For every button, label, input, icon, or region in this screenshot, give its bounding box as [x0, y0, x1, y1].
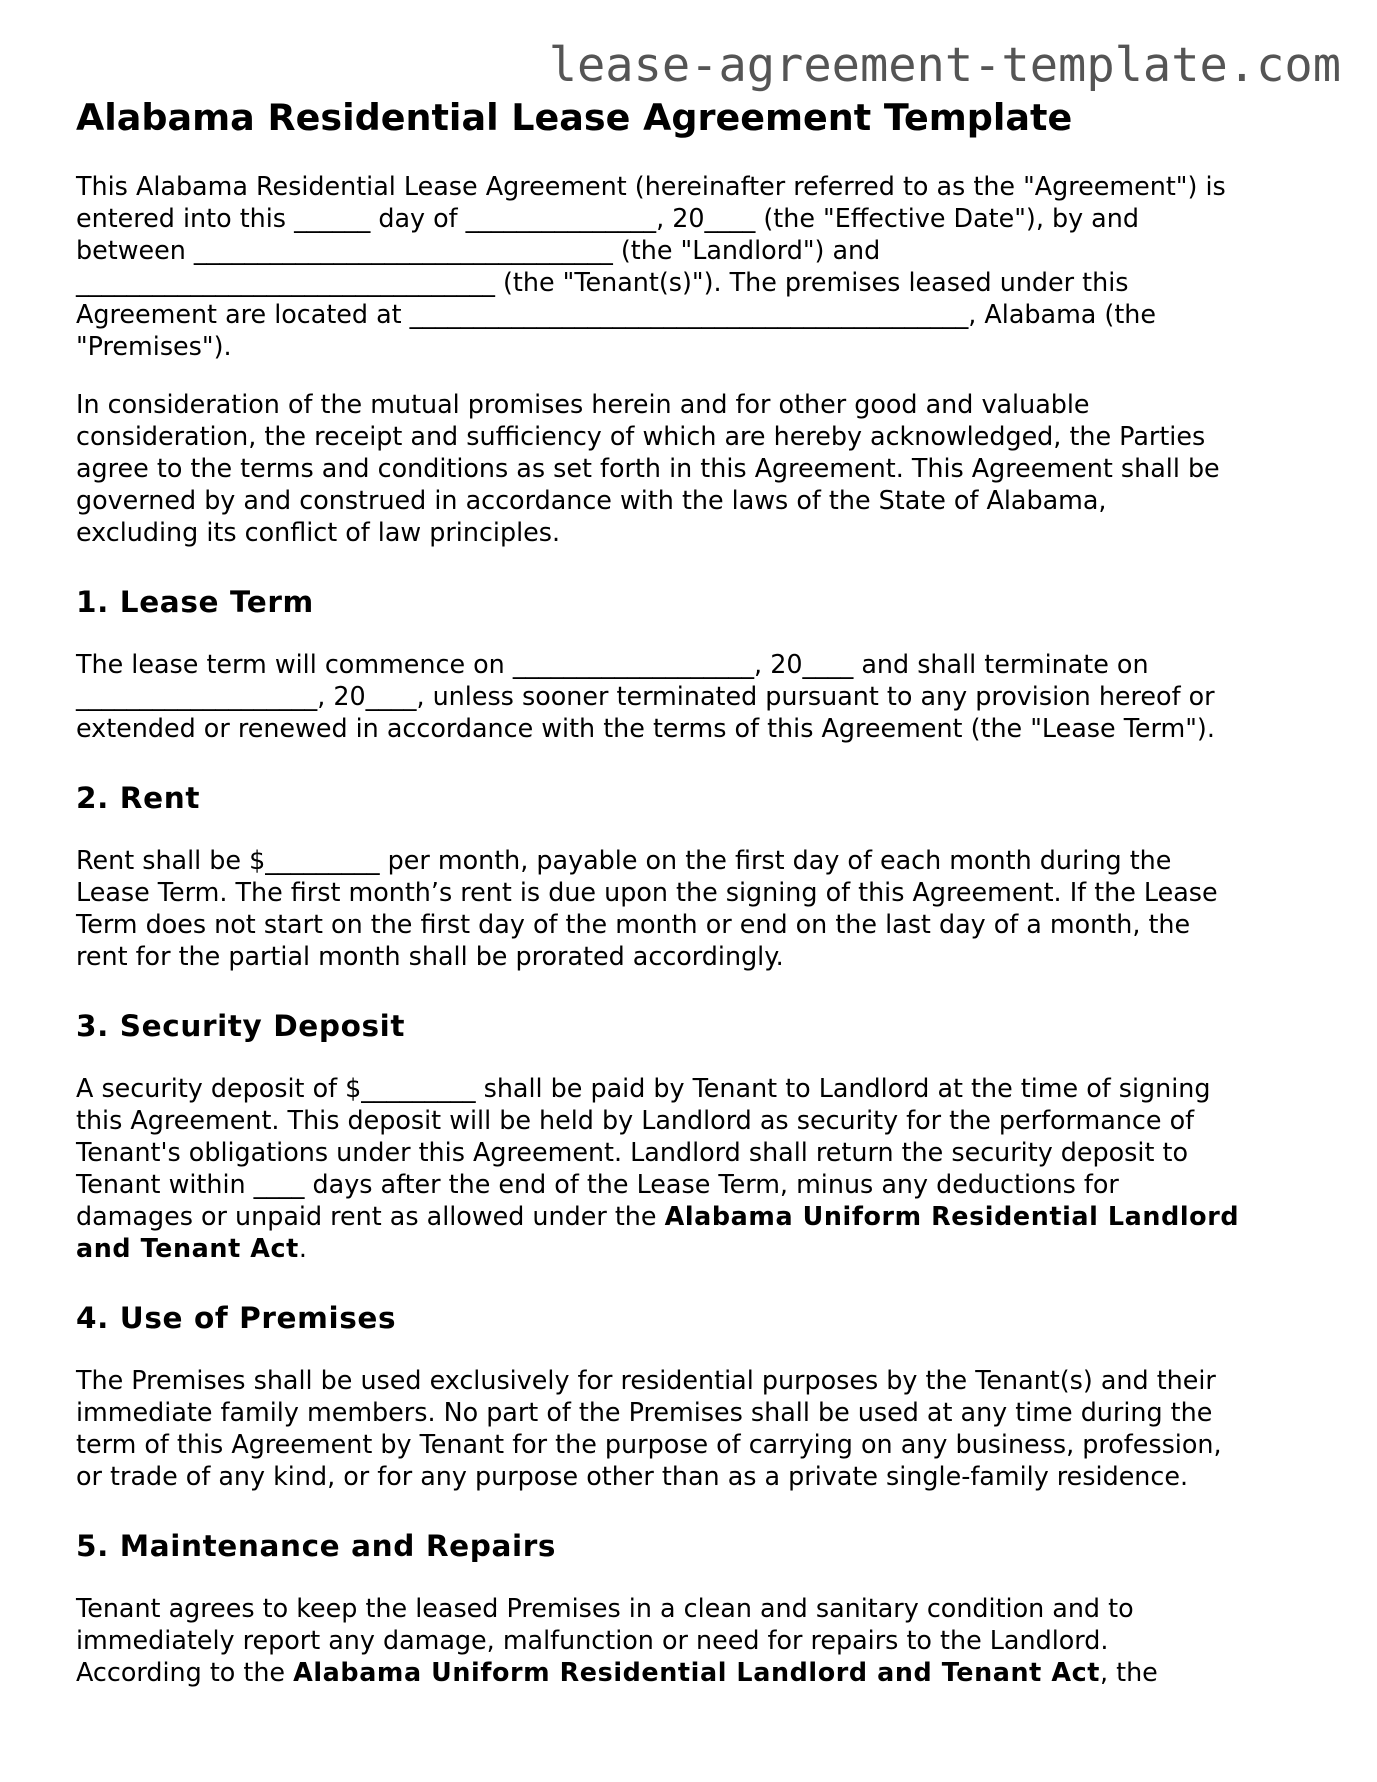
maintenance-line: Tenant agrees to keep the leased Premises in a clean and sanitary condition and to — [76, 1593, 1134, 1623]
security-deposit-line: A security deposit of $_________ shall be paid by Tenant to Landlord at the time of signing — [76, 1073, 1211, 1103]
document-title: Alabama Residential Lease Agreement Template — [76, 96, 1073, 139]
section-heading-rent: 2. Rent — [76, 781, 201, 815]
security-deposit-line: this Agreement. This deposit will be held by Landlord as security for the performance of — [76, 1105, 1195, 1135]
intro-line: Agreement are located at ____________________________________________, Alabama (the — [76, 299, 1157, 329]
maintenance-paragraph — [76, 1592, 1316, 1688]
section-heading-lease-term: 1. Lease Term — [76, 585, 314, 619]
lease-term-line: The lease term will commence on ___________________, 20____ and shall terminate on — [76, 649, 1149, 679]
use-of-premises-paragraph — [76, 1364, 1316, 1492]
use-of-premises-line: or trade of any kind, or for any purpose other than as a private single-family residence. — [76, 1461, 1189, 1491]
intro-line: between _________________________________ (the "Landlord") and — [76, 235, 881, 265]
consideration-line: consideration, the receipt and sufficiency of which are hereby acknowledged, the Parties — [76, 421, 1206, 451]
rent-paragraph — [76, 844, 1316, 972]
security-deposit-line: damages or unpaid rent as allowed under the — [76, 1201, 665, 1231]
maintenance-line: immediately report any damage, malfunction or need for repairs to the Landlord. — [76, 1625, 1109, 1655]
intro-line: "Premises"). — [76, 331, 232, 361]
section-heading-security-deposit: 3. Security Deposit — [76, 1009, 406, 1043]
consideration-line: governed by and construed in accordance with the laws of the State of Alabama, — [76, 485, 1107, 515]
rent-line: Rent shall be $_________ per month, payable on the first day of each month during the — [76, 845, 1172, 875]
lease-term-paragraph — [76, 648, 1316, 744]
section-heading-maintenance: 5. Maintenance and Repairs — [76, 1529, 557, 1563]
consideration-line: agree to the terms and conditions as set forth in this Agreement. This Agreement shall be — [76, 453, 1220, 483]
consideration-paragraph — [76, 388, 1316, 548]
watermark-text: lease-agreement-template.com — [548, 38, 1341, 93]
section-heading-use-of-premises: 4. Use of Premises — [76, 1301, 397, 1335]
maintenance-line: According to the — [76, 1657, 294, 1687]
use-of-premises-line: term of this Agreement by Tenant for the purpose of carrying on any business, profession, — [76, 1429, 1222, 1459]
intro-line: This Alabama Residential Lease Agreement (hereinafter referred to as the "Agreement") is — [76, 171, 1226, 201]
use-of-premises-line: immediate family members. No part of the Premises shall be used at any time during the — [76, 1397, 1213, 1427]
rent-line: Term does not start on the first day of the month or end on the last day of a month, the — [76, 909, 1191, 939]
security-deposit-line: Tenant's obligations under this Agreement. Landlord shall return the security deposit to — [76, 1137, 1188, 1167]
security-deposit-line: Tenant within ____ days after the end of the Lease Term, minus any deductions for — [76, 1169, 1119, 1199]
consideration-line: In consideration of the mutual promises herein and for other good and valuable — [76, 389, 1090, 419]
statute-name-bold: and Tenant Act — [76, 1233, 299, 1263]
maintenance-line: , the — [1099, 1657, 1158, 1687]
lease-term-line: ___________________, 20____, unless sooner terminated pursuant to any provision hereof or — [76, 681, 1215, 711]
intro-line: _________________________________ (the "Tenant(s)"). The premises leased under this — [76, 267, 1129, 297]
document-body — [76, 92, 1316, 1688]
statute-name-bold: Alabama Uniform Residential Landlord — [664, 1201, 1240, 1231]
security-deposit-line: . — [298, 1233, 307, 1263]
rent-line: Lease Term. The first month’s rent is due upon the signing of this Agreement. If the Lease — [76, 877, 1218, 907]
intro-paragraph — [76, 170, 1316, 362]
statute-name-bold: Alabama Uniform Residential Landlord and Tenant Act — [293, 1657, 1100, 1687]
rent-line: rent for the partial month shall be prorated accordingly. — [76, 941, 784, 971]
consideration-line: excluding its conflict of law principles. — [76, 517, 561, 547]
security-deposit-paragraph — [76, 1072, 1316, 1264]
intro-line: entered into this ______ day of _______________, 20____ (the "Effective Date"), by and — [76, 203, 1139, 233]
use-of-premises-line: The Premises shall be used exclusively for residential purposes by the Tenant(s) and their — [76, 1365, 1216, 1395]
lease-term-line: extended or renewed in accordance with the terms of this Agreement (the "Lease Term"). — [76, 713, 1215, 743]
